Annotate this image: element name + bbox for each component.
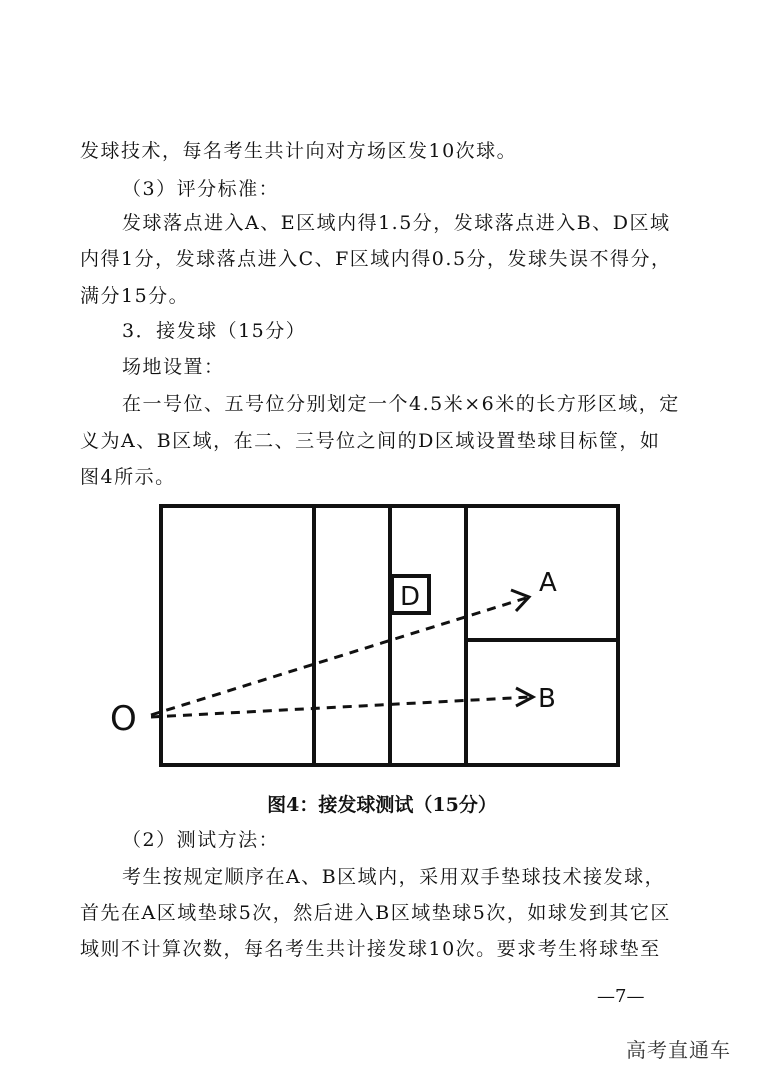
paragraph-line: 内得1分，发球落点进入C、F区域内得0.5分，发球失误不得分，: [80, 248, 672, 270]
paragraph-line: 考生按规定顺序在A、B区域内，采用双手垫球技术接发球，: [122, 866, 666, 888]
paragraph-line: 图4所示。: [80, 466, 176, 488]
section-heading: 场地设置：: [122, 356, 225, 378]
paragraph-line: 域则不计算次数，每名考生共计接发球10次。要求考生将球垫至: [80, 938, 661, 960]
paragraph-line: 发球落点进入A、E区域内得1.5分，发球落点进入B、D区域: [122, 212, 671, 234]
figure-caption: 图4：接发球测试（15分）: [267, 794, 497, 816]
label-origin: O: [110, 699, 137, 739]
paragraph-line: 在一号位、五号位分别划定一个4.5米×6米的长方形区域，定: [122, 393, 680, 415]
paragraph-line: 首先在A区域垫球5次，然后进入B区域垫球5次，如球发到其它区: [80, 902, 671, 924]
section-heading: 3．接发球（15分）: [122, 320, 307, 342]
label-b: B: [538, 684, 556, 714]
label-d: D: [399, 582, 421, 612]
watermark: 高考直通车: [626, 1038, 731, 1062]
serve-path-a: [151, 598, 526, 715]
serve-path-b: [151, 697, 531, 717]
section-heading: （3）评分标准：: [122, 178, 280, 200]
paragraph-line: 发球技术，每名考生共计向对方场区发10次球。: [80, 140, 518, 162]
paragraph-line: 义为A、B区域，在二、三号位之间的D区域设置垫球目标筐，如: [80, 430, 661, 452]
section-heading: （2）测试方法：: [122, 829, 280, 851]
label-a: A: [539, 568, 557, 598]
page-number: —7—: [597, 986, 645, 1007]
paragraph-line: 满分15分。: [80, 285, 190, 307]
